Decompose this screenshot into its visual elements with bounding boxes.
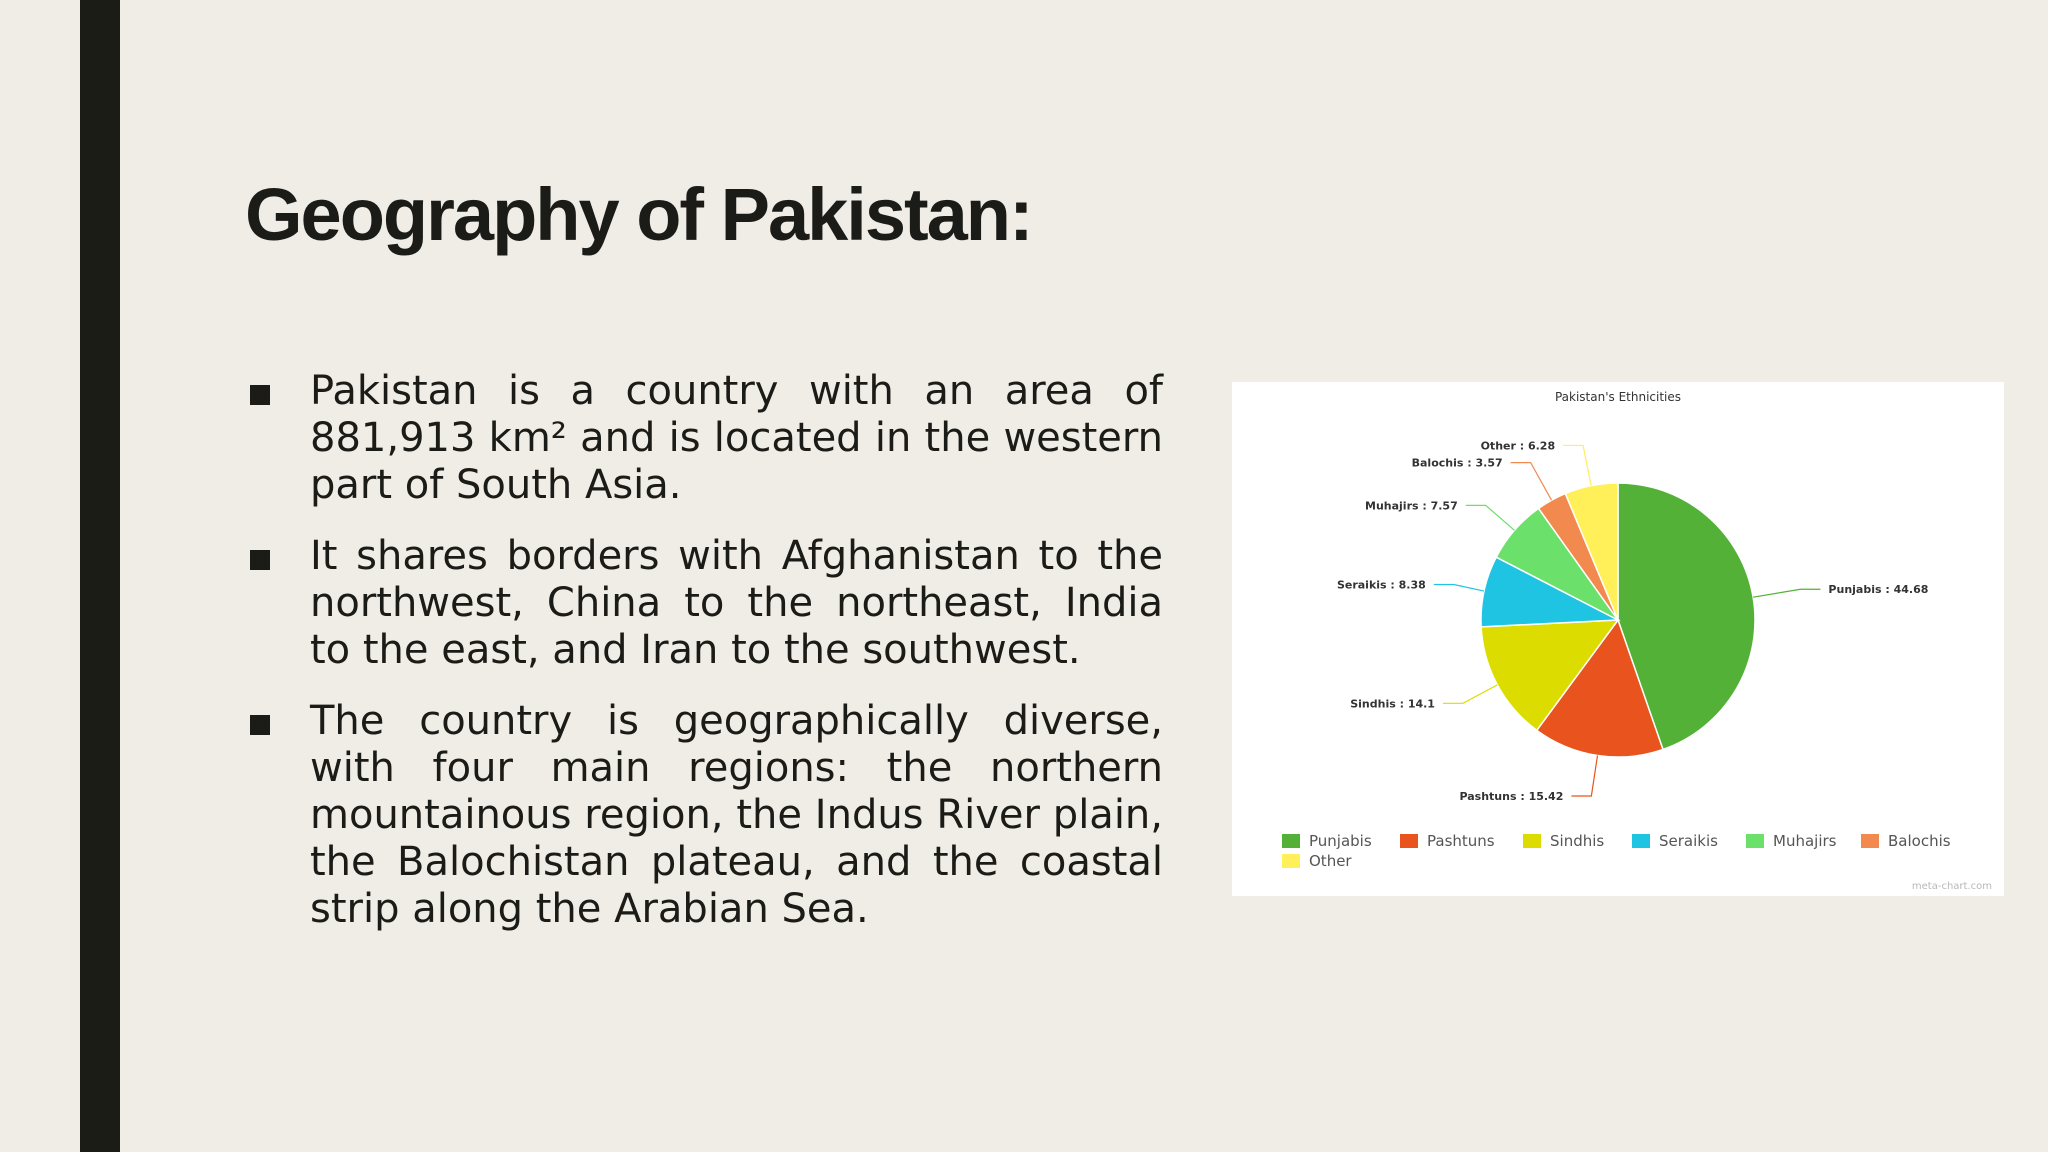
legend-swatch-sindhis <box>1523 834 1541 848</box>
square-bullet-icon <box>250 715 270 735</box>
pie-chart <box>1232 382 2004 896</box>
legend-swatch-other <box>1282 854 1300 868</box>
slide-title: Geography of Pakistan: <box>245 173 1032 256</box>
side-accent-bar <box>80 0 120 1152</box>
bullet-list <box>245 368 1163 957</box>
slice-label-muhajirs: Muhajirs : 7.57 <box>1365 499 1458 513</box>
slice-label-balochis: Balochis : 3.57 <box>1411 456 1503 470</box>
slice-label-seraikis: Seraikis : 8.38 <box>1336 578 1426 592</box>
bullet-item <box>245 368 1163 509</box>
leader-line-pashtuns <box>1571 755 1597 796</box>
legend-label-balochis: Balochis <box>1888 832 1951 850</box>
legend-swatch-balochis <box>1861 834 1879 848</box>
bullet-text: Pakistan is a country with an area of 881,913 km² and is located in the western part of South Asia. <box>310 368 1163 508</box>
leader-line-sindhis <box>1443 685 1497 703</box>
leader-line-muhajirs <box>1466 505 1515 530</box>
slice-label-sindhis: Sindhis : 14.1 <box>1350 697 1435 711</box>
legend-label-sindhis: Sindhis <box>1550 832 1605 850</box>
chart-watermark: meta-chart.com <box>1911 881 1992 892</box>
square-bullet-icon <box>250 550 270 570</box>
pie-chart-card <box>1232 382 2004 896</box>
legend-label-muhajirs: Muhajirs <box>1773 832 1837 850</box>
slice-label-other: Other : 6.28 <box>1480 439 1556 453</box>
bullet-item <box>245 533 1163 674</box>
bullet-item <box>245 698 1163 933</box>
legend-swatch-punjabis <box>1282 834 1300 848</box>
slice-label-punjabis: Punjabis : 44.68 <box>1828 583 1929 597</box>
legend-swatch-muhajirs <box>1746 834 1764 848</box>
legend-label-punjabis: Punjabis <box>1309 832 1372 850</box>
legend-label-seraikis: Seraikis <box>1659 832 1718 850</box>
slice-label-pashtuns: Pashtuns : 15.42 <box>1459 789 1564 803</box>
legend-swatch-pashtuns <box>1400 834 1418 848</box>
legend-label-pashtuns: Pashtuns <box>1427 832 1495 850</box>
legend-swatch-seraikis <box>1632 834 1650 848</box>
chart-title: Pakistan's Ethnicities <box>1554 390 1682 404</box>
leader-line-other <box>1563 445 1591 485</box>
leader-line-seraikis <box>1434 584 1484 591</box>
bullet-text: It shares borders with Afghanistan to the northwest, China to the northeast, India to the east, and Iran to the southwest. <box>310 533 1163 673</box>
bullet-text: The country is geographically diverse, with four main regions: the northern mountainous region, the Indus River plain, the Balochistan plateau, and the coastal strip along the Arabian Sea. <box>310 698 1163 932</box>
leader-line-punjabis <box>1753 589 1820 597</box>
square-bullet-icon <box>250 385 270 405</box>
leader-line-balochis <box>1511 463 1552 501</box>
legend-label-other: Other <box>1309 852 1352 870</box>
